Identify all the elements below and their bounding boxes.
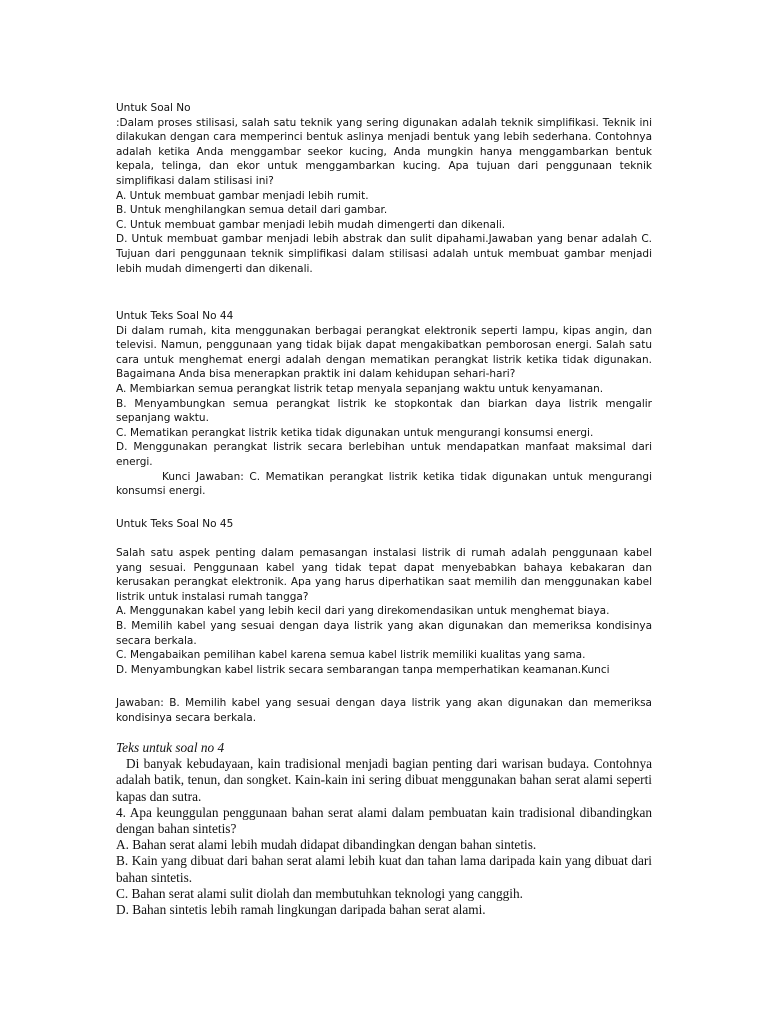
question-45-text: Salah satu aspek penting dalam pemasangan instalasi listrik di rumah adalah penggunaan kabel yang sesuai. Penggunaan kabel yang tidak tepat dapat menyebabkan bahaya kebakaran dan kerusakan perangkat elektronik. Apa yang harus diperhatikan saat memilih dan menggunakan kabel listrik untuk instalasi rumah tangga? — [116, 547, 652, 603]
question-45-answer-block — [116, 696, 652, 725]
question-45-option-b: B. Memilih kabel yang sesuai dengan daya listrik yang akan digunakan dan memeriksa kondisinya secara berkala. — [116, 619, 652, 647]
question-block-44 — [116, 309, 652, 499]
question-44-answer-key: Kunci Jawaban: C. Mematikan perangkat listrik ketika tidak digunakan untuk mengurangi konsumsi energi. — [116, 470, 652, 498]
question-1-option-a: A. Untuk membuat gambar menjadi lebih rumit. — [116, 189, 369, 202]
question-44-option-d: D. Menggunakan perangkat listrik secara berlebihan untuk mendapatkan manfaat maksimal dari energi. — [116, 441, 652, 468]
question-4-text: 4. Apa keunggulan penggunaan bahan serat alami dalam pembuatan kain tradisional dibandingkan dengan bahan sintetis? — [116, 804, 652, 837]
question-1-option-b: B. Untuk menghilangkan semua detail dari gambar. — [116, 204, 388, 217]
question-4-option-b: B. Kain yang dibuat dari bahan serat alami lebih kuat dan tahan lama daripada kain yang dibuat dari bahan sintetis. — [116, 853, 652, 885]
question-44-option-b: B. Menyambungkan semua perangkat listrik ke stopkontak dan biarkan daya listrik mengalir sepanjang waktu. — [116, 397, 652, 425]
question-4-heading: Teks untuk soal no 4 — [116, 740, 225, 755]
question-44-text: Di dalam rumah, kita menggunakan berbagai perangkat elektronik seperti lampu, kipas angin, dan televisi. Namun, penggunaan yang tidak bijak dapat mengakibatkan pemborosan energi. Salah satu cara untuk menghemat energi adalah dengan mematikan perangkat listrik ketika tidak digunakan. Bagaimana Anda bisa menerapkan praktik ini dalam kehidupan sehari-hari? — [116, 324, 652, 381]
question-block-4 — [116, 740, 652, 918]
question-45-option-d: D. Menyambungkan kabel listrik secara sembarangan tanpa memperhatikan keamanan.Kunci — [116, 663, 610, 676]
question-1-text: :Dalam proses stilisasi, salah satu teknik yang sering digunakan adalah teknik simplifikasi. Teknik ini dilakukan dengan cara memperinci bentuk aslinya menjadi bentuk yang lebih sederhana. Contohnya adalah ketika Anda menggambar seekor kucing, Anda mungkin hanya menggambarkan bentuk kepala, telinga, dan ekor untuk menggambarkan kucing. Apa tujuan dari penggunaan teknik simplifikasi dalam stilisasi ini? — [116, 116, 652, 187]
question-45-option-a: A. Menggunakan kabel yang lebih kecil dari yang direkomendasikan untuk menghemat biaya. — [116, 605, 610, 618]
question-45-answer-key: Jawaban: B. Memilih kabel yang sesuai dengan daya listrik yang akan digunakan dan memeriksa kondisinya secara berkala. — [116, 697, 652, 724]
question-45-option-c: C. Mengabaikan pemilihan kabel karena semua kabel listrik memiliki kualitas yang sama. — [116, 649, 586, 662]
question-4-option-d: D. Bahan sintetis lebih ramah lingkungan daripada bahan serat alami. — [116, 902, 486, 918]
question-44-heading: Untuk Teks Soal No 44 — [116, 310, 234, 322]
question-block-45 — [116, 546, 652, 677]
question-45-heading: Untuk Teks Soal No 45 — [116, 518, 234, 530]
question-1-option-d: D. Untuk membuat gambar menjadi lebih abstrak dan sulit dipahami.Jawaban yang benar adalah C. Tujuan dari penggunaan teknik simplifikasi dalam stilisasi adalah untuk membuat gambar menjadi lebih mudah dimengerti dan dikenali. — [116, 233, 652, 275]
question-4-passage: Di banyak kebudayaan, kain tradisional menjadi bagian penting dari warisan budaya. Contohnya adalah batik, tenun, dan songket. Kain-kain ini sering dibuat menggunakan bahan serat alami seperti kapas dan sutra. — [116, 756, 652, 804]
question-4-option-c: C. Bahan serat alami sulit diolah dan membutuhkan teknologi yang canggih. — [116, 885, 523, 901]
question-block-1 — [116, 101, 652, 276]
question-44-option-c: C. Mematikan perangkat listrik ketika tidak digunakan untuk mengurangi konsumsi energi. — [116, 426, 594, 439]
question-1-heading: Untuk Soal No — [116, 102, 191, 114]
question-1-option-c: C. Untuk membuat gambar menjadi lebih mudah dimengerti dan dikenali. — [116, 218, 506, 231]
question-44-option-a: A. Membiarkan semua perangkat listrik tetap menyala sepanjang waktu untuk kenyamanan. — [116, 382, 604, 395]
question-45-heading-block — [116, 517, 652, 532]
question-4-option-a: A. Bahan serat alami lebih mudah didapat dibandingkan dengan bahan sintetis. — [116, 837, 537, 853]
